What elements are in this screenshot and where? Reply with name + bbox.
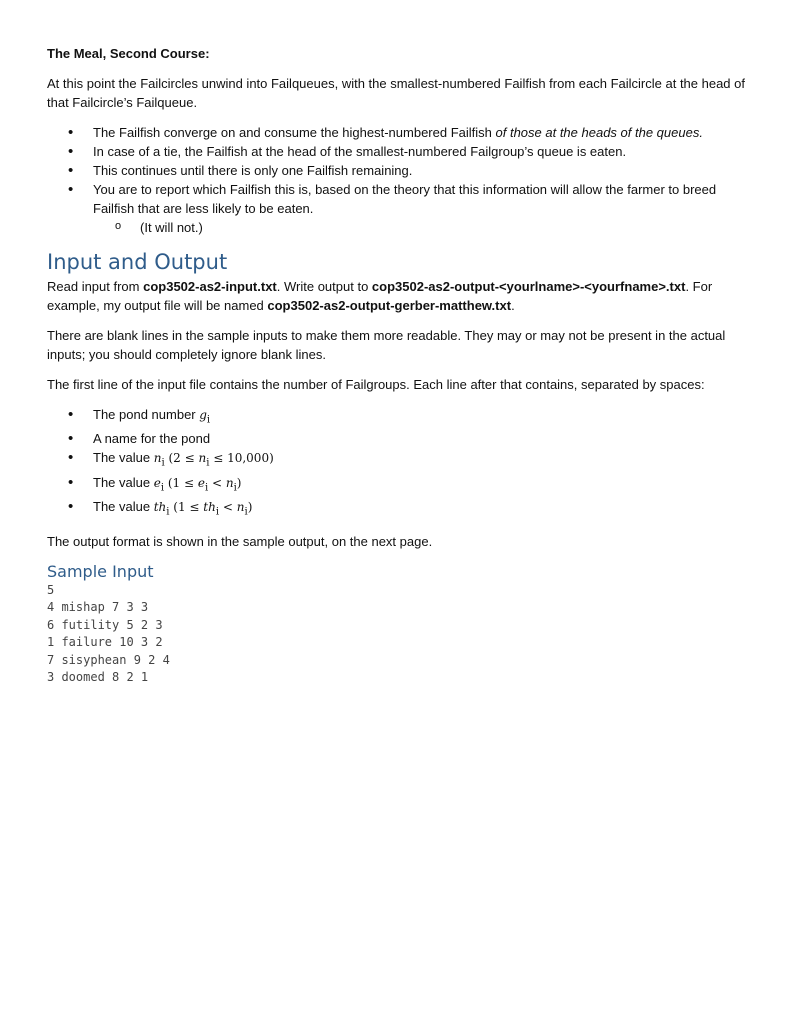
meal-sub-bullet-list: [93, 218, 747, 237]
io-para1-d: .: [511, 298, 515, 313]
meal-bullet-1-italic: of those at the heads of the queues.: [495, 125, 703, 140]
meal-bullet-2: • In case of a tie, the Failfish at the head of the smallest-numbered Failgroup’s queue is eaten.: [47, 142, 747, 161]
sample-input-line: 7 sisyphean 9 2 4: [47, 652, 170, 667]
meal-bullet-1-text: The Failfish converge on and consume the highest-numbered Failfish: [93, 125, 496, 140]
math-text: (1 ≤: [164, 475, 198, 490]
math-text: (2 ≤: [164, 451, 199, 466]
math-text: <: [208, 475, 226, 490]
field-n-value: [47, 448, 747, 472]
io-paragraph-blank-lines: There are blank lines in the sample inputs to make them more readable. They may or may not be present in the actual inputs; you should completely ignore blank lines.: [47, 328, 726, 362]
io-para1-c: . For example, my output file will be named: [47, 279, 713, 313]
math-var: n: [225, 475, 234, 490]
field-e-value: [47, 473, 747, 497]
math-sub: i: [233, 482, 237, 494]
math-text: (1 ≤: [169, 500, 204, 515]
math-text: ≤ 10,000): [209, 451, 274, 466]
sample-input-heading: Sample Input: [47, 561, 154, 581]
math-text: <: [219, 500, 237, 515]
math-var: n: [198, 451, 207, 466]
field-th-label: The value: [93, 499, 154, 515]
io-paragraph-output-format: The output format is shown in the sample output, on the next page.: [47, 533, 433, 549]
example-output-filename: cop3502-as2-output-gerber-matthew.txt: [267, 298, 512, 313]
math-sub: i: [244, 506, 248, 518]
sample-input-block: [47, 582, 747, 687]
input-filename: cop3502-as2-input.txt: [143, 279, 277, 294]
document-page: [47, 44, 747, 687]
math-var: e: [153, 475, 161, 490]
io-paragraph-files: [47, 277, 747, 315]
math-var: th: [153, 500, 167, 515]
sample-input-line: 1 failure 10 3 2: [47, 635, 163, 650]
input-field-list: [47, 405, 747, 522]
sample-input-line: 4 mishap 7 3 3: [47, 600, 149, 615]
io-para1-a: Read input from: [47, 279, 144, 294]
math-text: ): [236, 475, 242, 490]
math-var: th: [203, 500, 216, 515]
math-var: n: [153, 451, 162, 466]
output-filename-pattern: cop3502-as2-output-<yourlname>-<yourfname>.txt: [371, 279, 686, 294]
meal-bullet-list: [47, 123, 747, 237]
math-sub: i: [206, 457, 210, 469]
meal-intro-paragraph: At this point the Failcircles unwind into Failqueues, with the smallest-numbered Failfish from each Failcircle at the head of that Failcircle’s Failqueue.: [47, 76, 745, 110]
math-g-i: [199, 408, 211, 426]
sample-input-line: 5: [47, 582, 55, 597]
meal-bullet-3: • This continues until there is only one Failfish remaining.: [47, 161, 747, 180]
io-heading: Input and Output: [47, 250, 228, 274]
math-text: ): [247, 500, 253, 515]
math-var: g: [199, 408, 207, 422]
math-sub: i: [206, 414, 211, 426]
field-pond-number-label: The pond number: [93, 407, 200, 422]
meal-bullet-4-text: You are to report which Failfish this is, based on the theory that this information will allow the farmer to breed Failfish that are less likely to be eaten.: [93, 182, 717, 216]
math-var: n: [236, 500, 245, 515]
field-n-label: The value: [93, 450, 154, 466]
math-e-constraint: [153, 475, 242, 494]
field-e-label: The value: [93, 474, 154, 490]
field-th-value: [47, 497, 747, 521]
math-sub: i: [161, 457, 165, 469]
field-pond-name: • A name for the pond: [47, 429, 747, 448]
math-var: e: [197, 475, 205, 490]
io-paragraph-format: The first line of the input file contains the number of Failgroups. Each line after that contains, separated by spaces:: [47, 377, 705, 392]
meal-bullet-4: [47, 180, 747, 237]
math-th-constraint: [153, 500, 253, 518]
math-sub: i: [215, 506, 220, 518]
math-sub: i: [160, 482, 165, 494]
math-sub: i: [204, 482, 209, 494]
meal-sub-bullet: o (It will not.): [93, 218, 747, 237]
sample-input-line: 3 doomed 8 2 1: [47, 670, 149, 685]
field-pond-number: [47, 405, 747, 429]
io-para1-b: . Write output to: [276, 279, 372, 294]
math-sub: i: [166, 506, 170, 518]
meal-bullet-1: [47, 123, 747, 142]
math-n-constraint: [153, 451, 274, 469]
sample-input-line: 6 futility 5 2 3: [47, 617, 163, 632]
meal-section-title: The Meal, Second Course:: [47, 46, 210, 61]
